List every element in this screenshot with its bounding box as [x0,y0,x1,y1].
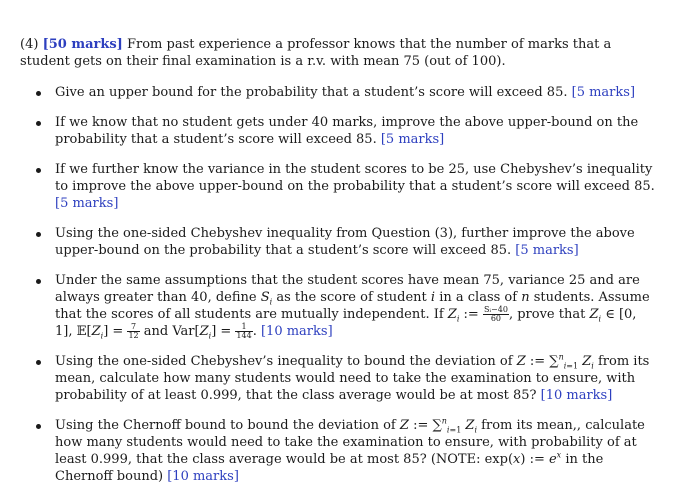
math-z-sum: Z := ∑$^n_{i=1}$ $Z_i$ [399,416,478,435]
subquestion-7 [55,417,656,485]
subquestion-marks: [5 marks] [380,132,445,147]
subquestion-text: Under the same assumptions that the student scores have mean 75, variance 25 and are always greater than 40, define [55,273,640,305]
subquestion-1 [55,84,656,101]
bullet-icon [36,279,41,284]
subquestion-text: If we know that no student gets under 40 marks, improve the above upper-bound on the probability that a student’s score will exceed 85. [55,115,639,147]
math-z-sum: Z := ∑$^n_{i=1}$ $Z_i$ [516,352,594,371]
math-x: x [513,452,521,467]
math-claims: $Z_i$ ∈ [0, 1], $𝔼[Z_i]$ = $\frac{7}{12}$ [55,307,637,341]
subquestion-text: Using the one-sided Chebyshev’s inequality to bound the deviation of [55,354,517,369]
math-n: n [521,290,530,305]
subquestion-6 [55,353,656,404]
question-intro-text: From past experience a professor knows that the number of marks that a student gets on their final examination is a r.v. with mean 75 (out of 100). [20,37,612,69]
subquestion-2 [55,114,656,148]
subquestion-marks: [5 marks] [55,196,119,211]
subquestion-text: Using the Chernoff bound to bound the deviation of [55,418,400,433]
subquestion-marks: [10 marks] [540,388,613,403]
subquestion-text: , prove that [508,307,590,322]
subquestion-text: ) := [520,452,549,467]
math-si: $S_i$ [260,290,273,307]
bullet-icon [36,168,41,173]
subquestion-text: in a class of [435,290,522,305]
bullet-icon [36,424,41,429]
subquestion-text: from its mean,, calculate how many students would need to take the examination to ensure, with probability of at least 0.999, that the class average would be at most 85? (NOTE: exp( [55,418,645,467]
question-number: (4) [20,37,39,52]
bullet-icon [36,121,41,126]
subquestion-text: Using the one-sided Chebyshev inequality from Question (3), further improve the above upper-bound on the probability that a student’s score will exceed 85. [55,226,635,258]
question-intro [20,36,656,70]
subquestion-text: and [139,324,173,339]
subquestion-marks: [10 marks] [260,324,333,339]
subquestion-5 [55,272,656,340]
subquestion-marks: [5 marks] [515,243,579,258]
math-i: i [430,290,436,305]
subquestion-list [20,84,656,485]
subquestion-3 [55,161,656,212]
fraction: $\frac{\text{Sᵢ−40}}{60}$ [483,305,508,323]
question-marks: [50 marks] [42,37,123,52]
bullet-icon [36,232,41,237]
subquestion-marks: [5 marks] [571,85,636,100]
subquestion-text: Give an upper bound for the probability that a student’s score will exceed 85. [55,85,568,100]
math-var: $Var[Z_i]$ = $\frac{1}{144}$ . [172,322,257,341]
subquestion-marks: [10 marks] [167,469,239,484]
math-ex: $e^x$ [548,450,562,467]
subquestion-text: as the score of student [272,290,431,305]
subquestion-text: in the Chernoff bound) [55,452,604,484]
subquestion-text: If we further know the variance in the student scores to be 25, use Chebyshev’s inequality to improve the above upper-bound on the probability that a student’s score will exceed 85. [55,162,655,194]
bullet-icon [36,360,41,365]
subquestion-text: students. Assume that the scores of all students are mutually independent. If [55,290,650,322]
bullet-icon [36,91,41,96]
fraction: $\frac{7}{12}$ [128,322,139,340]
fraction: $\frac{1}{144}$ [236,322,252,340]
subquestion-4 [55,225,656,259]
subquestion-text: from its mean, calculate how many students would need to take the examination to ensure, with probability of at least 0.999, that the class average would be at most 85? [55,354,650,403]
math-zi-def: $Z_i$ := $\frac{\text{Sᵢ−40}}{60}$ [447,305,508,324]
